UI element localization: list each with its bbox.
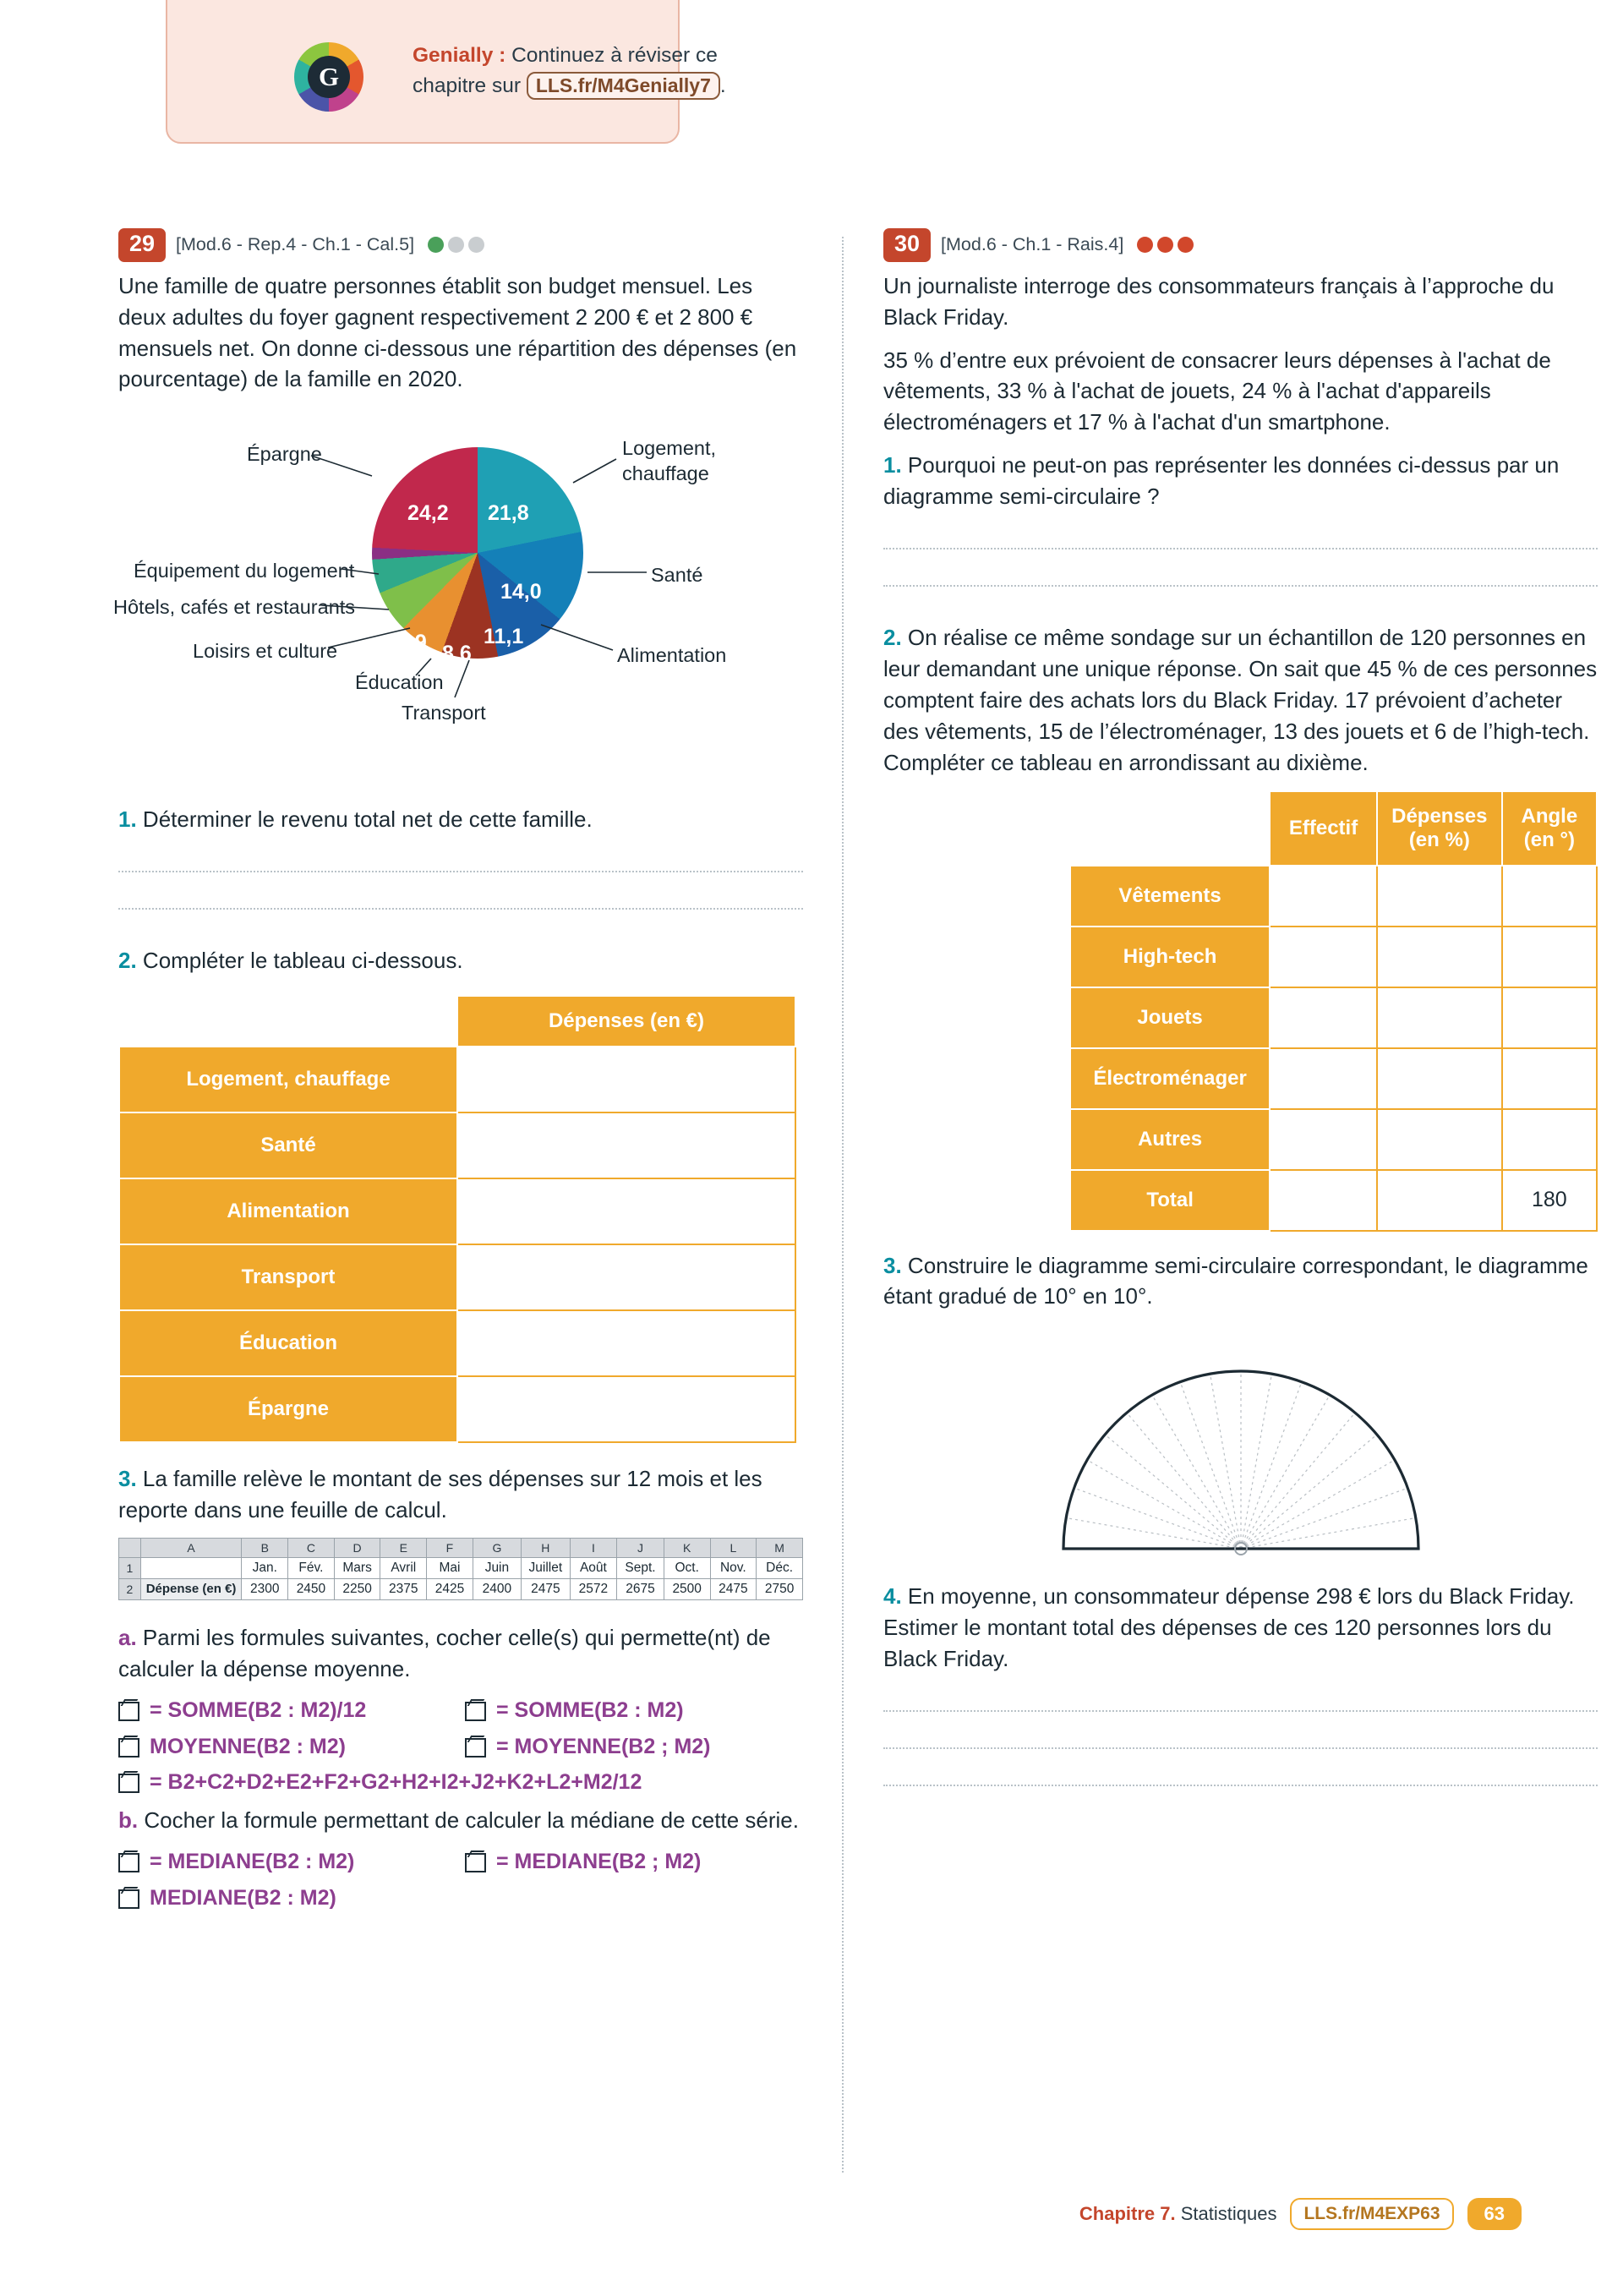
genially-logo-letter: G <box>308 56 350 98</box>
pie-label-epargne: Épargne <box>247 443 322 466</box>
table-header-depenses: Dépenses (en €) <box>457 996 795 1047</box>
column-divider <box>842 237 844 2173</box>
exercise-29-question-2 <box>118 945 803 976</box>
right-column <box>883 228 1598 1822</box>
row-input-sante[interactable] <box>457 1112 795 1178</box>
formula-label-5: = B2+C2+D2+E2+F2+G2+H2+I2+J2+K2+L2+M2/12 <box>150 1770 642 1795</box>
difficulty-dot-3 <box>468 237 484 253</box>
spreadsheet-col-F: F <box>427 1538 473 1557</box>
row-label-hightech: High-tech <box>1070 927 1270 987</box>
spreadsheet-cell-L1[interactable]: Nov. <box>710 1557 757 1578</box>
table-row <box>1070 866 1597 927</box>
cell-electromenager-effectif[interactable] <box>1270 1048 1377 1109</box>
spreadsheet-col-M: M <box>757 1538 803 1557</box>
checkbox-icon[interactable] <box>118 1889 139 1909</box>
pie-value-education: 6,9 <box>397 631 427 655</box>
pie-value-alimentation: 11,1 <box>484 625 524 649</box>
table-header-row <box>119 996 795 1047</box>
exercise-29-question-a <box>118 1622 803 1685</box>
spreadsheet-cell-B1[interactable]: Jan. <box>242 1557 288 1578</box>
q3-text: La famille relève le montant de ses dépenses sur 12 mois et les reporte dans une feuille de calcul. <box>118 1466 762 1523</box>
footer-page-number: 63 <box>1467 2198 1522 2230</box>
checkbox-icon[interactable] <box>465 1853 486 1872</box>
formula-option-4[interactable] <box>465 1733 711 1762</box>
pie-label-education: Éducation <box>355 671 444 694</box>
formula-option-7[interactable] <box>465 1848 701 1877</box>
difficulty-dot-1 <box>1137 237 1153 253</box>
exercise-30-table[interactable] <box>1069 790 1598 1232</box>
spreadsheet-cell-I2[interactable]: 2572 <box>570 1578 617 1599</box>
row-input-alimentation[interactable] <box>457 1178 795 1244</box>
pie-chart <box>113 407 803 804</box>
table-row <box>119 1244 795 1310</box>
pie-label-equipement: Équipement du logement <box>134 560 355 582</box>
cell-jouets-depenses[interactable] <box>1377 987 1502 1048</box>
exercise-30-intro-2: 35 % d’entre eux prévoient de consacrer leurs dépenses à l'achat de vêtements, 33 % à l'achat de jouets, 24 % à l'achat d'appareils électroménagers et 17 % à l'achat d'un smartphone. <box>883 347 1551 435</box>
spreadsheet-cell-D2[interactable]: 2250 <box>334 1578 380 1599</box>
cell-total-effectif[interactable] <box>1270 1170 1377 1231</box>
q2-text: On réalise ce même sondage sur un échantillon de 120 personnes en leur demandant une unique réponse. On sait que 45 % de ces personnes comptent faire des achats lors du Black Friday. 17 prévoient d’acheter des vêtements, 15 de l’électroménager, 13 des jouets et 6 de l’high-tech. Compléter ce tableau en arrondissant au dixième. <box>883 625 1598 775</box>
formula-label-4: = MOYENNE(B2 ; M2) <box>496 1734 711 1758</box>
spreadsheet-cell-C1[interactable]: Fév. <box>288 1557 335 1578</box>
checkbox-icon[interactable] <box>465 1702 486 1721</box>
pie-leader-lines <box>118 407 803 804</box>
table-header-depenses: Dépenses (en %) <box>1377 791 1502 866</box>
table-corner-cell <box>1070 791 1270 866</box>
formula-label-6: = MEDIANE(B2 : M2) <box>150 1849 355 1873</box>
spreadsheet-cell-I1[interactable]: Août <box>570 1557 617 1578</box>
checkbox-icon[interactable] <box>118 1738 139 1758</box>
spreadsheet-cell-M2[interactable]: 2750 <box>757 1578 803 1599</box>
exercise-29-table[interactable] <box>118 995 796 1443</box>
exercise-29-question-1 <box>118 804 803 835</box>
genially-text <box>413 41 793 101</box>
cell-autres-depenses[interactable] <box>1377 1109 1502 1170</box>
genially-period: . <box>719 74 726 97</box>
genially-brand: Genially : <box>413 44 506 67</box>
row-input-epargne[interactable] <box>457 1376 795 1442</box>
cell-vetements-effectif[interactable] <box>1270 866 1377 927</box>
formula-group-a-line1 <box>118 1697 803 1733</box>
row-label-jouets: Jouets <box>1070 987 1270 1048</box>
table-row <box>1070 1048 1597 1109</box>
q1-text: Pourquoi ne peut-on pas représenter les données ci-dessus par un diagramme semi-circulaire ? <box>883 452 1560 510</box>
row-label-logement: Logement, chauffage <box>119 1047 457 1112</box>
exercise-30-tag: [Mod.6 - Ch.1 - Rais.4] <box>941 234 1124 255</box>
spreadsheet-cell-G1[interactable]: Juin <box>473 1557 521 1578</box>
formula-label-2: = SOMME(B2 : M2) <box>496 1697 684 1722</box>
spreadsheet-cell-E1[interactable]: Avril <box>380 1557 427 1578</box>
row-label-epargne: Épargne <box>119 1376 457 1442</box>
exercise-30-question-3 <box>883 1250 1598 1313</box>
spreadsheet-cell-L2[interactable]: 2475 <box>710 1578 757 1599</box>
row-label-electromenager: Électroménager <box>1070 1048 1270 1109</box>
spreadsheet-cell-H1[interactable]: Juillet <box>522 1557 571 1578</box>
q1-text: Déterminer le revenu total net de cette famille. <box>136 806 593 833</box>
exercise-29-difficulty <box>428 237 484 253</box>
cell-electromenager-angle[interactable] <box>1502 1048 1597 1109</box>
pie-value-sante: 14,0 <box>500 580 542 604</box>
spreadsheet-col-G: G <box>473 1538 521 1557</box>
table-row <box>119 1310 795 1376</box>
spreadsheet-cell-E2[interactable]: 2375 <box>380 1578 427 1599</box>
spreadsheet-col-L: L <box>710 1538 757 1557</box>
formula-option-1[interactable] <box>118 1697 465 1725</box>
formula-option-8[interactable] <box>118 1884 803 1913</box>
spreadsheet-cell-H2[interactable]: 2475 <box>522 1578 571 1599</box>
cell-jouets-effectif[interactable] <box>1270 987 1377 1048</box>
q1-number: 1. <box>883 452 902 478</box>
spreadsheet-col-D: D <box>334 1538 380 1557</box>
pie-label-hotels: Hôtels, cafés et restaurants <box>113 596 356 619</box>
q3-text: Construire le diagramme semi-circulaire correspondant, le diagramme étant gradué de 10° en 10°. <box>883 1252 1588 1309</box>
spreadsheet-cell-M1[interactable]: Déc. <box>757 1557 803 1578</box>
spreadsheet[interactable] <box>118 1538 803 1600</box>
cell-electromenager-depenses[interactable] <box>1377 1048 1502 1109</box>
cell-autres-angle[interactable] <box>1502 1109 1597 1170</box>
spreadsheet-row <box>119 1578 803 1599</box>
semicircle-diagram[interactable] <box>1030 1337 1452 1566</box>
table-row <box>119 1112 795 1178</box>
spreadsheet-col-E: E <box>380 1538 427 1557</box>
spreadsheet-cell-B2[interactable]: 2300 <box>242 1578 288 1599</box>
answer-line[interactable] <box>883 1747 1598 1749</box>
q4-number: 4. <box>883 1583 902 1610</box>
spreadsheet-row <box>119 1557 803 1578</box>
spreadsheet-cell-F1[interactable]: Mai <box>427 1557 473 1578</box>
cell-autres-effectif[interactable] <box>1270 1109 1377 1170</box>
genially-description: Continuez à réviser ce chapitre sur <box>413 44 718 97</box>
formula-option-2[interactable] <box>465 1697 684 1725</box>
q3-number: 3. <box>118 1466 137 1492</box>
row-input-education[interactable] <box>457 1310 795 1376</box>
cell-hightech-angle[interactable] <box>1502 927 1597 987</box>
qb-text: Cocher la formule permettant de calculer la médiane de cette série. <box>138 1807 799 1833</box>
spreadsheet-cell-D1[interactable]: Mars <box>334 1557 380 1578</box>
spreadsheet-col-I: I <box>570 1538 617 1557</box>
qb-number: b. <box>118 1807 139 1833</box>
q1-number: 1. <box>118 806 137 833</box>
table-row <box>119 1178 795 1244</box>
row-label-total: Total <box>1070 1170 1270 1231</box>
row-label-alimentation: Alimentation <box>119 1178 457 1244</box>
table-header-effectif: Effectif <box>1270 791 1377 866</box>
genially-logo-icon <box>294 42 363 112</box>
row-label-autres: Autres <box>1070 1109 1270 1170</box>
row-label-vetements: Vêtements <box>1070 866 1270 927</box>
formula-group-b-line1 <box>118 1848 803 1884</box>
spreadsheet-column-header-row <box>119 1538 803 1557</box>
exercise-29-question-b <box>118 1805 803 1836</box>
qa-number: a. <box>118 1624 137 1650</box>
difficulty-dot-2 <box>1157 237 1173 253</box>
formula-group-a-line2 <box>118 1733 803 1769</box>
semicircle-svg <box>1030 1337 1452 1566</box>
spreadsheet-col-H: H <box>522 1538 571 1557</box>
spreadsheet-cell-J2[interactable]: 2675 <box>617 1578 664 1599</box>
spreadsheet-col-A: A <box>140 1538 242 1557</box>
q3-number: 3. <box>883 1252 902 1278</box>
pie-label-loisirs: Loisirs et culture <box>193 640 338 663</box>
exercise-30-number: 30 <box>883 228 931 262</box>
exercise-29-tag: [Mod.6 - Rep.4 - Ch.1 - Cal.5] <box>176 234 415 255</box>
spreadsheet-cell-K2[interactable]: 2500 <box>664 1578 710 1599</box>
spreadsheet-corner <box>119 1538 141 1557</box>
cell-total-depenses[interactable] <box>1377 1170 1502 1231</box>
exercise-29-intro: Une famille de quatre personnes établit son budget mensuel. Les deux adultes du foyer gagnent respectivement 2 200 € et 2 800 € mensuels net. On donne ci-dessous une répartition des dépenses (en pourcentage) de la famille en 2020. <box>118 272 797 392</box>
table-row <box>1070 927 1597 987</box>
cell-vetements-angle[interactable] <box>1502 866 1597 927</box>
table-row <box>1070 1109 1597 1170</box>
exercise-29-question-3 <box>118 1463 803 1526</box>
spreadsheet-cell-C2[interactable]: 2450 <box>288 1578 335 1599</box>
answer-line[interactable] <box>883 548 1598 549</box>
checkbox-icon[interactable] <box>118 1702 139 1721</box>
formula-label-3: MOYENNE(B2 : M2) <box>150 1734 346 1758</box>
exercise-30-header <box>883 228 1598 262</box>
row-label-transport: Transport <box>119 1244 457 1310</box>
difficulty-dot-3 <box>1178 237 1194 253</box>
spreadsheet-cell-G2[interactable]: 2400 <box>473 1578 521 1599</box>
spreadsheet-cell-A2[interactable]: Dépense (en €) <box>140 1578 242 1599</box>
left-column <box>113 228 803 1920</box>
table-corner-cell <box>119 996 457 1047</box>
exercise-29-header <box>118 228 803 262</box>
q2-text: Compléter le tableau ci-dessous. <box>136 948 463 974</box>
exercise-30-question-4 <box>883 1581 1598 1675</box>
q4-text: En moyenne, un consommateur dépense 298 € lors du Black Friday. Estimer le montant total des dépenses de ces 120 personnes lors du Black Friday. <box>883 1583 1575 1672</box>
formula-label-1: = SOMME(B2 : M2)/12 <box>150 1697 367 1722</box>
cell-total-angle[interactable]: 180 <box>1502 1170 1597 1231</box>
cell-hightech-depenses[interactable] <box>1377 927 1502 987</box>
spreadsheet-row-index-1: 1 <box>119 1557 141 1578</box>
formula-option-5[interactable] <box>118 1768 803 1797</box>
difficulty-dot-1 <box>428 237 444 253</box>
pie-label-logement: Logement, chauffage <box>622 437 717 484</box>
checkbox-icon[interactable] <box>465 1738 486 1758</box>
row-label-sante: Santé <box>119 1112 457 1178</box>
footer-chapter <box>1079 2203 1277 2225</box>
exercise-30-question-2 <box>883 622 1598 779</box>
pie-label-transport: Transport <box>402 702 486 724</box>
answer-line[interactable] <box>118 871 803 872</box>
footer-chapter-title: Statistiques <box>1175 2203 1277 2224</box>
table-header-row <box>1070 791 1597 866</box>
exercise-30-question-1 <box>883 450 1598 512</box>
pie-value-logement: 21,8 <box>488 501 529 526</box>
spreadsheet-col-C: C <box>288 1538 335 1557</box>
answer-line[interactable] <box>883 1710 1598 1712</box>
cell-vetements-depenses[interactable] <box>1377 866 1502 927</box>
footer-link-chip[interactable]: LLS.fr/M4EXP63 <box>1290 2198 1453 2230</box>
row-input-transport[interactable] <box>457 1244 795 1310</box>
row-input-logement[interactable] <box>457 1047 795 1112</box>
table-row <box>119 1047 795 1112</box>
q2-number: 2. <box>118 948 137 974</box>
spreadsheet-cell-K1[interactable]: Oct. <box>664 1557 710 1578</box>
cell-jouets-angle[interactable] <box>1502 987 1597 1048</box>
q2-number: 2. <box>883 625 902 651</box>
exercise-30-difficulty <box>1137 237 1194 253</box>
answer-line[interactable] <box>118 908 803 910</box>
answer-line[interactable] <box>883 1785 1598 1786</box>
formula-label-8: MEDIANE(B2 : M2) <box>150 1885 336 1910</box>
checkbox-icon[interactable] <box>118 1853 139 1872</box>
answer-line[interactable] <box>883 585 1598 587</box>
genially-link-chip[interactable]: LLS.fr/M4Genially7 <box>527 72 720 101</box>
spreadsheet-row-index-2: 2 <box>119 1578 141 1599</box>
pie-value-transport: 8,6 <box>442 642 472 666</box>
checkbox-icon[interactable] <box>118 1774 139 1793</box>
table-row <box>1070 987 1597 1048</box>
genially-banner <box>166 0 726 144</box>
spreadsheet-col-B: B <box>242 1538 288 1557</box>
qa-text: Parmi les formules suivantes, cocher celle(s) qui permette(nt) de calculer la dépense moyenne. <box>118 1624 771 1681</box>
row-label-education: Éducation <box>119 1310 457 1376</box>
pie-label-alimentation: Alimentation <box>617 644 727 667</box>
spreadsheet-cell-A1[interactable] <box>140 1557 242 1578</box>
cell-hightech-effectif[interactable] <box>1270 927 1377 987</box>
footer-chapter-bold: Chapitre 7. <box>1079 2203 1176 2224</box>
spreadsheet-col-J: J <box>617 1538 664 1557</box>
formula-label-7: = MEDIANE(B2 ; M2) <box>496 1849 702 1873</box>
table-row <box>1070 1170 1597 1231</box>
formula-option-3[interactable] <box>118 1733 465 1762</box>
spreadsheet-col-K: K <box>664 1538 710 1557</box>
pie-label-sante: Santé <box>651 564 703 587</box>
exercise-30-intro-1: Un journaliste interroge des consommateurs français à l’approche du Black Friday. <box>883 272 1555 330</box>
spreadsheet-cell-J1[interactable]: Sept. <box>617 1557 664 1578</box>
pie-value-epargne: 24,2 <box>407 501 449 526</box>
formula-option-6[interactable] <box>118 1848 465 1877</box>
page-footer <box>1079 2198 1522 2230</box>
exercise-29-number: 29 <box>118 228 166 262</box>
table-row <box>119 1376 795 1442</box>
table-header-angle: Angle (en °) <box>1502 791 1597 866</box>
spreadsheet-cell-F2[interactable]: 2425 <box>427 1578 473 1599</box>
difficulty-dot-2 <box>448 237 464 253</box>
